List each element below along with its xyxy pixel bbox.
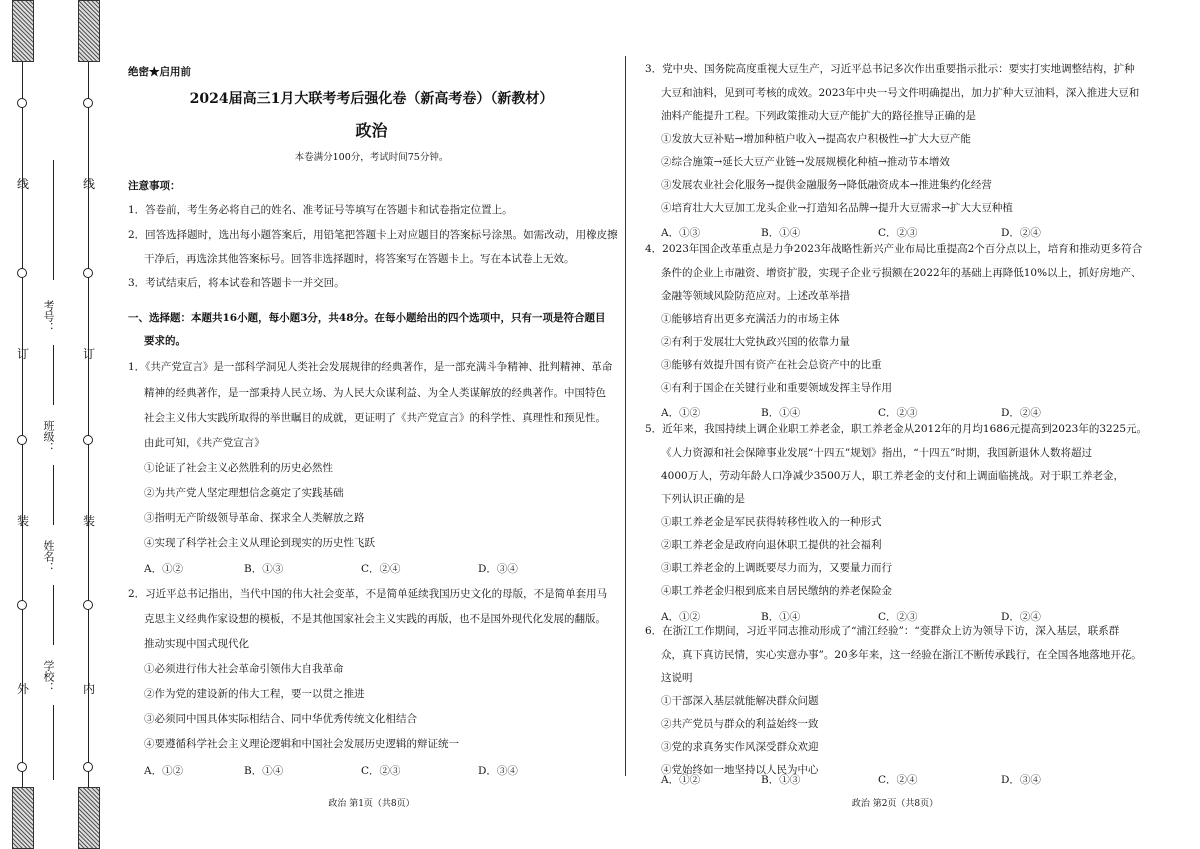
page-footer: 政治 第1页（共8页）	[328, 799, 415, 809]
option-b[interactable]: B．①③	[761, 774, 801, 786]
name-field[interactable]	[40, 540, 70, 573]
option-c[interactable]: C．②③	[878, 611, 918, 623]
question-5-text: 4000万人，劳动年龄人口净减少3500万人，职工养老金的支付和上调面临挑战。对于职工养老金，	[661, 470, 1124, 482]
field-underline	[53, 705, 54, 780]
option-c[interactable]: C．②③	[878, 407, 918, 419]
question-2-text: 2．习近平总书记指出，当代中国的伟大社会变革，不是简单延续我国历史文化的母版，不是简单套用马	[128, 588, 608, 600]
option-a[interactable]: A．①②	[144, 765, 184, 777]
exam-number-field[interactable]	[40, 300, 70, 333]
question-5-text: 下列认识正确的是	[661, 493, 745, 505]
question-2-text: 推动实现中国式现代化	[144, 638, 249, 650]
option-c[interactable]: C．②③	[878, 227, 918, 239]
question-1-item: ①论证了社会主义必然胜利的历史必然性	[144, 462, 333, 474]
confidential-mark: 绝密★启用前	[128, 66, 191, 78]
circle-mark-icon	[83, 98, 93, 108]
field-underline	[53, 465, 54, 525]
circle-mark-icon	[83, 435, 93, 445]
question-6-item: ④党始终如一地坚持以人民为中心	[661, 764, 819, 776]
question-2-item: ①必须进行伟大社会革命引领伟大自我革命	[144, 663, 344, 675]
field-label: 班级：	[42, 420, 55, 453]
school-field[interactable]	[40, 660, 70, 693]
section-heading: 一、选择题：本题共16小题，每小题3分，共48分。在每小题给出的四个选项中，只有一项是符合题目	[128, 312, 606, 324]
option-d[interactable]: D．③④	[478, 563, 518, 575]
question-6-text: 众，真下真访民情，实心实意办事”。20多年来，这一经验在浙江不断传承践行，在全国各地落地开花。	[661, 649, 1142, 661]
strip-char: 装	[16, 514, 29, 528]
question-2-item: ④要遵循科学社会主义理论逻辑和中国社会发展历史逻辑的辩证统一	[144, 738, 459, 750]
option-a[interactable]: A．①②	[661, 774, 701, 786]
hatch-block	[12, 0, 34, 62]
question-5-item: ②职工养老金是政府向退休职工提供的社会福利	[661, 539, 882, 551]
notice-item: 3．考试结束后，将本试卷和答题卡一并交回。	[128, 277, 345, 289]
circle-mark-icon	[17, 435, 27, 445]
circle-mark-icon	[17, 98, 27, 108]
field-underline	[53, 345, 54, 405]
option-c[interactable]: C．②④	[878, 774, 918, 786]
strip-char: 线	[16, 177, 29, 191]
option-a[interactable]: A．①②	[661, 611, 701, 623]
circle-mark-icon	[17, 762, 27, 772]
question-1-text: 由此可知，《共产党宣言》	[144, 437, 265, 449]
field-label: 姓名：	[42, 540, 55, 573]
strip-char: 装	[82, 514, 95, 528]
strip-char: 外	[16, 682, 29, 696]
option-b[interactable]: B．①④	[761, 407, 801, 419]
option-b[interactable]: B．①③	[244, 563, 284, 575]
exam-meta: 本卷满分100分，考试时间75分钟。	[294, 152, 449, 163]
class-field[interactable]	[40, 420, 70, 453]
question-3-text: 3．党中央、国务院高度重视大豆生产，习近平总书记多次作出重要指示批示：要实打实地调整结构，扩种	[645, 63, 1135, 75]
notice-heading: 注意事项：	[128, 180, 181, 192]
option-d[interactable]: D．③④	[1001, 774, 1041, 786]
question-4-text: 4．2023年国企改革重点是力争2023年战略性新兴产业布局比重提高2个百分点以上，培育和推动更多符合	[645, 243, 1143, 255]
exam-title: 2024届高三1月大联考考后强化卷（新高考卷）（新教材）	[189, 91, 554, 107]
question-2-item: ③必须同中国具体实际相结合、同中华优秀传统文化相结合	[144, 713, 417, 725]
question-5-item: ①职工养老金是军民获得转移性收入的一种形式	[661, 516, 882, 528]
option-b[interactable]: B．①④	[761, 227, 801, 239]
field-label: 考号：	[42, 300, 55, 333]
option-c[interactable]: C．②④	[361, 563, 401, 575]
question-3-text: 油料产能提升工程。下列政策推动大豆产能扩大的路径推导正确的是	[661, 110, 976, 122]
option-d[interactable]: D．②④	[1001, 611, 1041, 623]
question-3-item: ②综合施策→延长大豆产业链→发展规模化种植→推动节本增效	[661, 156, 950, 168]
strip-char: 线	[82, 177, 95, 191]
question-6-text: 6．在浙江工作期间，习近平同志推动形成了“浦江经验”：“变群众上访为领导下访，深入基层，联系群	[645, 625, 1120, 637]
strip-char: 内	[82, 682, 95, 696]
section-heading: 要求的。	[144, 335, 186, 347]
circle-mark-icon	[83, 600, 93, 610]
question-2-item: ②作为党的建设新的伟大工程，要一以贯之推进	[144, 688, 365, 700]
question-6-text: 这说明	[661, 672, 693, 684]
strip-line	[88, 62, 89, 787]
field-label: 学校：	[42, 660, 55, 693]
option-a[interactable]: A．①②	[661, 407, 701, 419]
strip-char: 订	[16, 347, 29, 361]
question-1-text: 1．《共产党宣言》是一部科学洞见人类社会发展规律的经典著作，是一部充满斗争精神、批判精神、革命	[128, 361, 613, 373]
question-1-item: ②为共产党人坚定理想信念奠定了实践基础	[144, 487, 344, 499]
option-a[interactable]: A．①②	[144, 563, 184, 575]
option-d[interactable]: D．②④	[1001, 407, 1041, 419]
notice-item: 2．回答选择题时，选出每小题答案后，用铅笔把答题卡上对应题目的答案标号涂黑。如需改动，用橡皮擦	[128, 229, 618, 241]
strip-line	[22, 62, 23, 787]
question-4-item: ②有利于发展壮大党执政兴国的依靠力量	[661, 336, 850, 348]
question-3-text: 大豆和油料，见到可考核的成效。2023年中央一号文件明确提出，加力扩种大豆油料，深入推进大豆和	[661, 87, 1140, 99]
column-divider	[625, 56, 626, 776]
question-4-item: ④有利于国企在关键行业和重要领域发挥主导作用	[661, 382, 892, 394]
notice-item: 干净后，再选涂其他答案标号。回答非选择题时，将答案写在答题卡上。写在本试卷上无效。	[144, 253, 575, 265]
question-1-text: 精神的经典著作，是一部秉持人民立场、为人民大众谋利益、为全人类谋解放的经典著作。中国特色	[144, 387, 606, 399]
option-b[interactable]: B．①④	[761, 611, 801, 623]
field-underline	[53, 160, 54, 280]
field-underline	[53, 585, 54, 645]
circle-mark-icon	[83, 762, 93, 772]
hatch-block	[78, 787, 100, 849]
option-d[interactable]: D．②④	[1001, 227, 1041, 239]
option-a[interactable]: A．①③	[661, 227, 701, 239]
strip-char: 订	[82, 347, 95, 361]
option-b[interactable]: B．①④	[244, 765, 284, 777]
question-5-item: ③职工养老金的上调既要尽力而为，又要量力而行	[661, 562, 892, 574]
question-4-item: ③能够有效提升国有资产在社会总资产中的比重	[661, 359, 882, 371]
subject-title: 政治	[355, 121, 388, 140]
circle-mark-icon	[83, 268, 93, 278]
option-d[interactable]: D．③④	[478, 765, 518, 777]
question-2-text: 克思主义经典作家设想的模板，不是其他国家社会主义实践的再版，也不是国外现代化发展的翻版。	[144, 613, 606, 625]
binding-strip-outer	[12, 0, 34, 849]
question-3-item: ④培育壮大大豆加工龙头企业→打造知名品牌→提升大豆需求→扩大大豆种植	[661, 202, 1013, 214]
question-5-text: 《人力资源和社会保障事业发展“十四五”规划》指出，“十四五”时期，我国新退休人数将超过	[661, 447, 1092, 459]
hatch-block	[78, 0, 100, 62]
question-6-item: ③党的求真务实作风深受群众欢迎	[661, 741, 819, 753]
question-5-text: 5．近年来，我国持续上调企业职工养老金，职工养老金从2012年的月均1686元提高到2023年的3225元。	[645, 423, 1148, 435]
circle-mark-icon	[17, 268, 27, 278]
question-6-item: ①干部深入基层就能解决群众问题	[661, 695, 819, 707]
question-3-item: ①发放大豆补贴→增加种植户收入→提高农户积极性→扩大大豆产能	[661, 133, 971, 145]
question-1-text: 社会主义伟大实践所取得的举世瞩目的成就，更证明了《共产党宣言》的科学性、真理性和预见性。	[144, 412, 606, 424]
circle-mark-icon	[17, 600, 27, 610]
hatch-block	[12, 787, 34, 849]
question-4-item: ①能够培育出更多充满活力的市场主体	[661, 313, 840, 325]
question-3-item: ③发展农业社会化服务→提供金融服务→降低融资成本→推进集约化经营	[661, 179, 992, 191]
option-c[interactable]: C．②③	[361, 765, 401, 777]
question-5-item: ④职工养老金归根到底来自居民缴纳的养老保险金	[661, 585, 892, 597]
question-4-text: 条件的企业上市融资、增资扩股，实现子企业亏损额在2022年的基础上再降低10%以上，抓好房地产、	[661, 267, 1142, 279]
page-footer: 政治 第2页（共8页）	[851, 799, 939, 809]
question-1-item: ③指明无产阶级领导革命、探求全人类解放之路	[144, 512, 365, 524]
notice-item: 1．答卷前，考生务必将自己的姓名、准考证号等填写在答题卡和试卷指定位置上。	[128, 204, 513, 216]
question-6-item: ②共产党员与群众的利益始终一致	[661, 718, 819, 730]
question-4-text: 金融等领域风险防范应对。上述改革举措	[661, 290, 850, 302]
binding-strip-inner	[78, 0, 100, 849]
question-1-item: ④实现了科学社会主义从理论到现实的历史性飞跃	[144, 537, 375, 549]
